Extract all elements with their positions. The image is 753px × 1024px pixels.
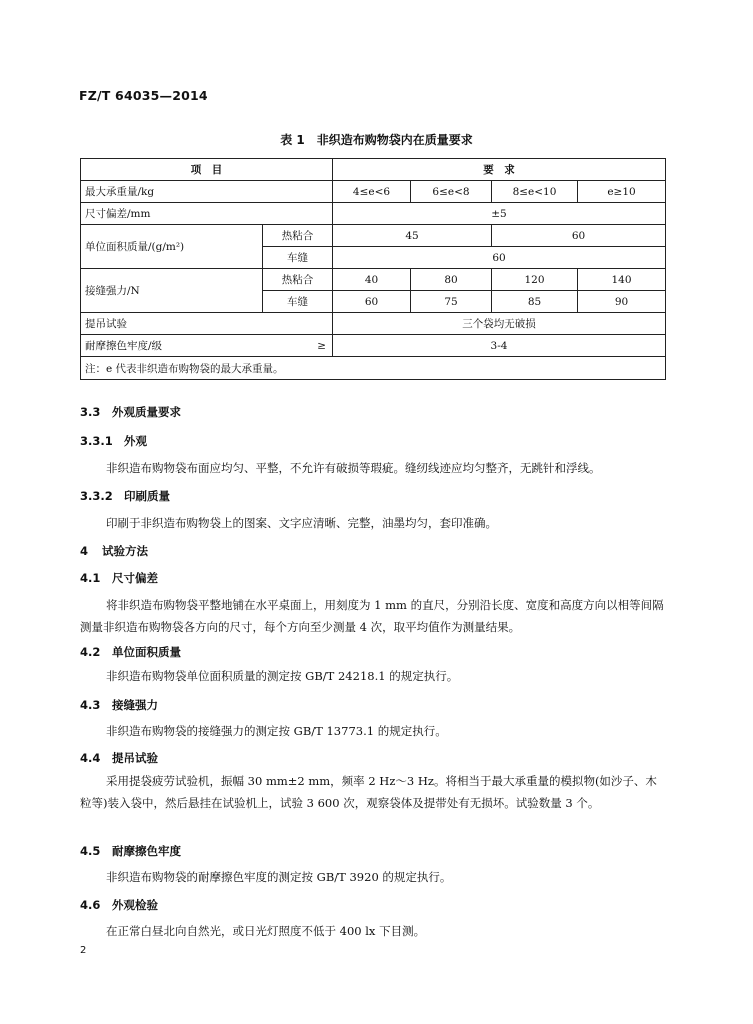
cell: 3-4 — [333, 335, 666, 357]
table-row — [81, 335, 666, 357]
cell: 8≤e<10 — [492, 181, 578, 203]
cell: 60 — [333, 291, 411, 313]
document-id: FZ/T 64035—2014 — [79, 88, 208, 103]
cell: 三个袋均无破损 — [333, 313, 666, 335]
cell: 90 — [578, 291, 666, 313]
row-label: 单位面积质量/(g/m²) — [81, 225, 263, 269]
table-row — [81, 313, 666, 335]
table-row — [81, 225, 666, 247]
page-number: 2 — [80, 945, 87, 956]
cell: e≥10 — [578, 181, 666, 203]
paragraph: 将非织造布购物袋平整地铺在水平桌面上，用刻度为 1 mm 的直尺，分别沿长度、宽度和高度方向以相等间隔测量非织造布购物袋各方向的尺寸，每个方向至少测量 4 次，取平均值作为测量结果。 — [80, 598, 664, 634]
cell: 40 — [333, 269, 411, 291]
section-heading: 4.2 单位面积质量 — [80, 645, 181, 659]
table-row — [81, 203, 666, 225]
table-note-row — [81, 357, 666, 380]
table-row — [81, 181, 666, 203]
cell: 45 — [333, 225, 492, 247]
row-label: 接缝强力/N — [81, 269, 263, 313]
sub-label: 车缝 — [263, 247, 333, 269]
paragraph: 采用提袋疲劳试验机，振幅 30 mm±2 mm，频率 2 Hz～3 Hz。将相当于最大承重量的模拟物(如沙子、木粒等)装入袋中，然后悬挂在试验机上，试验 3 600 次，观察袋体及提带处有无损坏。试验数量 3 个。 — [80, 774, 657, 810]
paragraph: 非织造布购物袋的耐摩擦色牢度的测定按 GB/T 3920 的规定执行。 — [106, 870, 452, 884]
table-header-row — [81, 159, 666, 181]
cell: 60 — [333, 247, 666, 269]
cell: 80 — [411, 269, 492, 291]
section-heading: 3.3.1 外观 — [80, 434, 147, 448]
cell: 4≤e<6 — [333, 181, 411, 203]
section-heading: 3.3.2 印刷质量 — [80, 489, 170, 503]
sub-label: 热粘合 — [263, 225, 333, 247]
section-heading: 4.5 耐摩擦色牢度 — [80, 844, 181, 858]
gte-symbol: ≥ — [263, 335, 333, 357]
cell: 6≤e<8 — [411, 181, 492, 203]
section-heading: 3.3 外观质量要求 — [80, 405, 181, 419]
paragraph: 印刷于非织造布购物袋上的图案、文字应清晰、完整，油墨均匀，套印准确。 — [106, 516, 497, 530]
table-title: 表 1 非织造布购物袋内在质量要求 — [280, 133, 473, 147]
paragraph: 非织造布购物袋布面应均匀、平整，不允许有破损等瑕疵。缝纫线迹应均匀整齐，无跳针和浮线。 — [106, 461, 601, 475]
header-item: 项 目 — [81, 159, 333, 181]
table-row — [81, 269, 666, 291]
cell: 120 — [492, 269, 578, 291]
section-heading: 4 试验方法 — [80, 544, 148, 558]
paragraph: 非织造布购物袋的接缝强力的测定按 GB/T 13773.1 的规定执行。 — [106, 724, 447, 738]
section-heading: 4.1 尺寸偏差 — [80, 571, 158, 585]
sub-label: 热粘合 — [263, 269, 333, 291]
row-label: 尺寸偏差/mm — [81, 203, 333, 225]
cell: 85 — [492, 291, 578, 313]
row-label: 提吊试验 — [81, 313, 333, 335]
header-requirement: 要 求 — [333, 159, 666, 181]
section-heading: 4.6 外观检验 — [80, 898, 158, 912]
row-label: 最大承重量/kg — [81, 181, 333, 203]
cell: 75 — [411, 291, 492, 313]
cell: 60 — [492, 225, 666, 247]
paragraph: 在正常白昼北向自然光，或日光灯照度不低于 400 lx 下目测。 — [106, 924, 426, 938]
table-note: 注：e 代表非织造布购物袋的最大承重量。 — [81, 357, 666, 380]
paragraph: 非织造布购物袋单位面积质量的测定按 GB/T 24218.1 的规定执行。 — [106, 669, 459, 683]
section-heading: 4.3 接缝强力 — [80, 698, 158, 712]
quality-requirements-table — [80, 158, 666, 380]
cell: ±5 — [333, 203, 666, 225]
sub-label: 车缝 — [263, 291, 333, 313]
cell: 140 — [578, 269, 666, 291]
section-heading: 4.4 提吊试验 — [80, 751, 158, 765]
row-label: 耐摩擦色牢度/级 — [81, 335, 263, 357]
